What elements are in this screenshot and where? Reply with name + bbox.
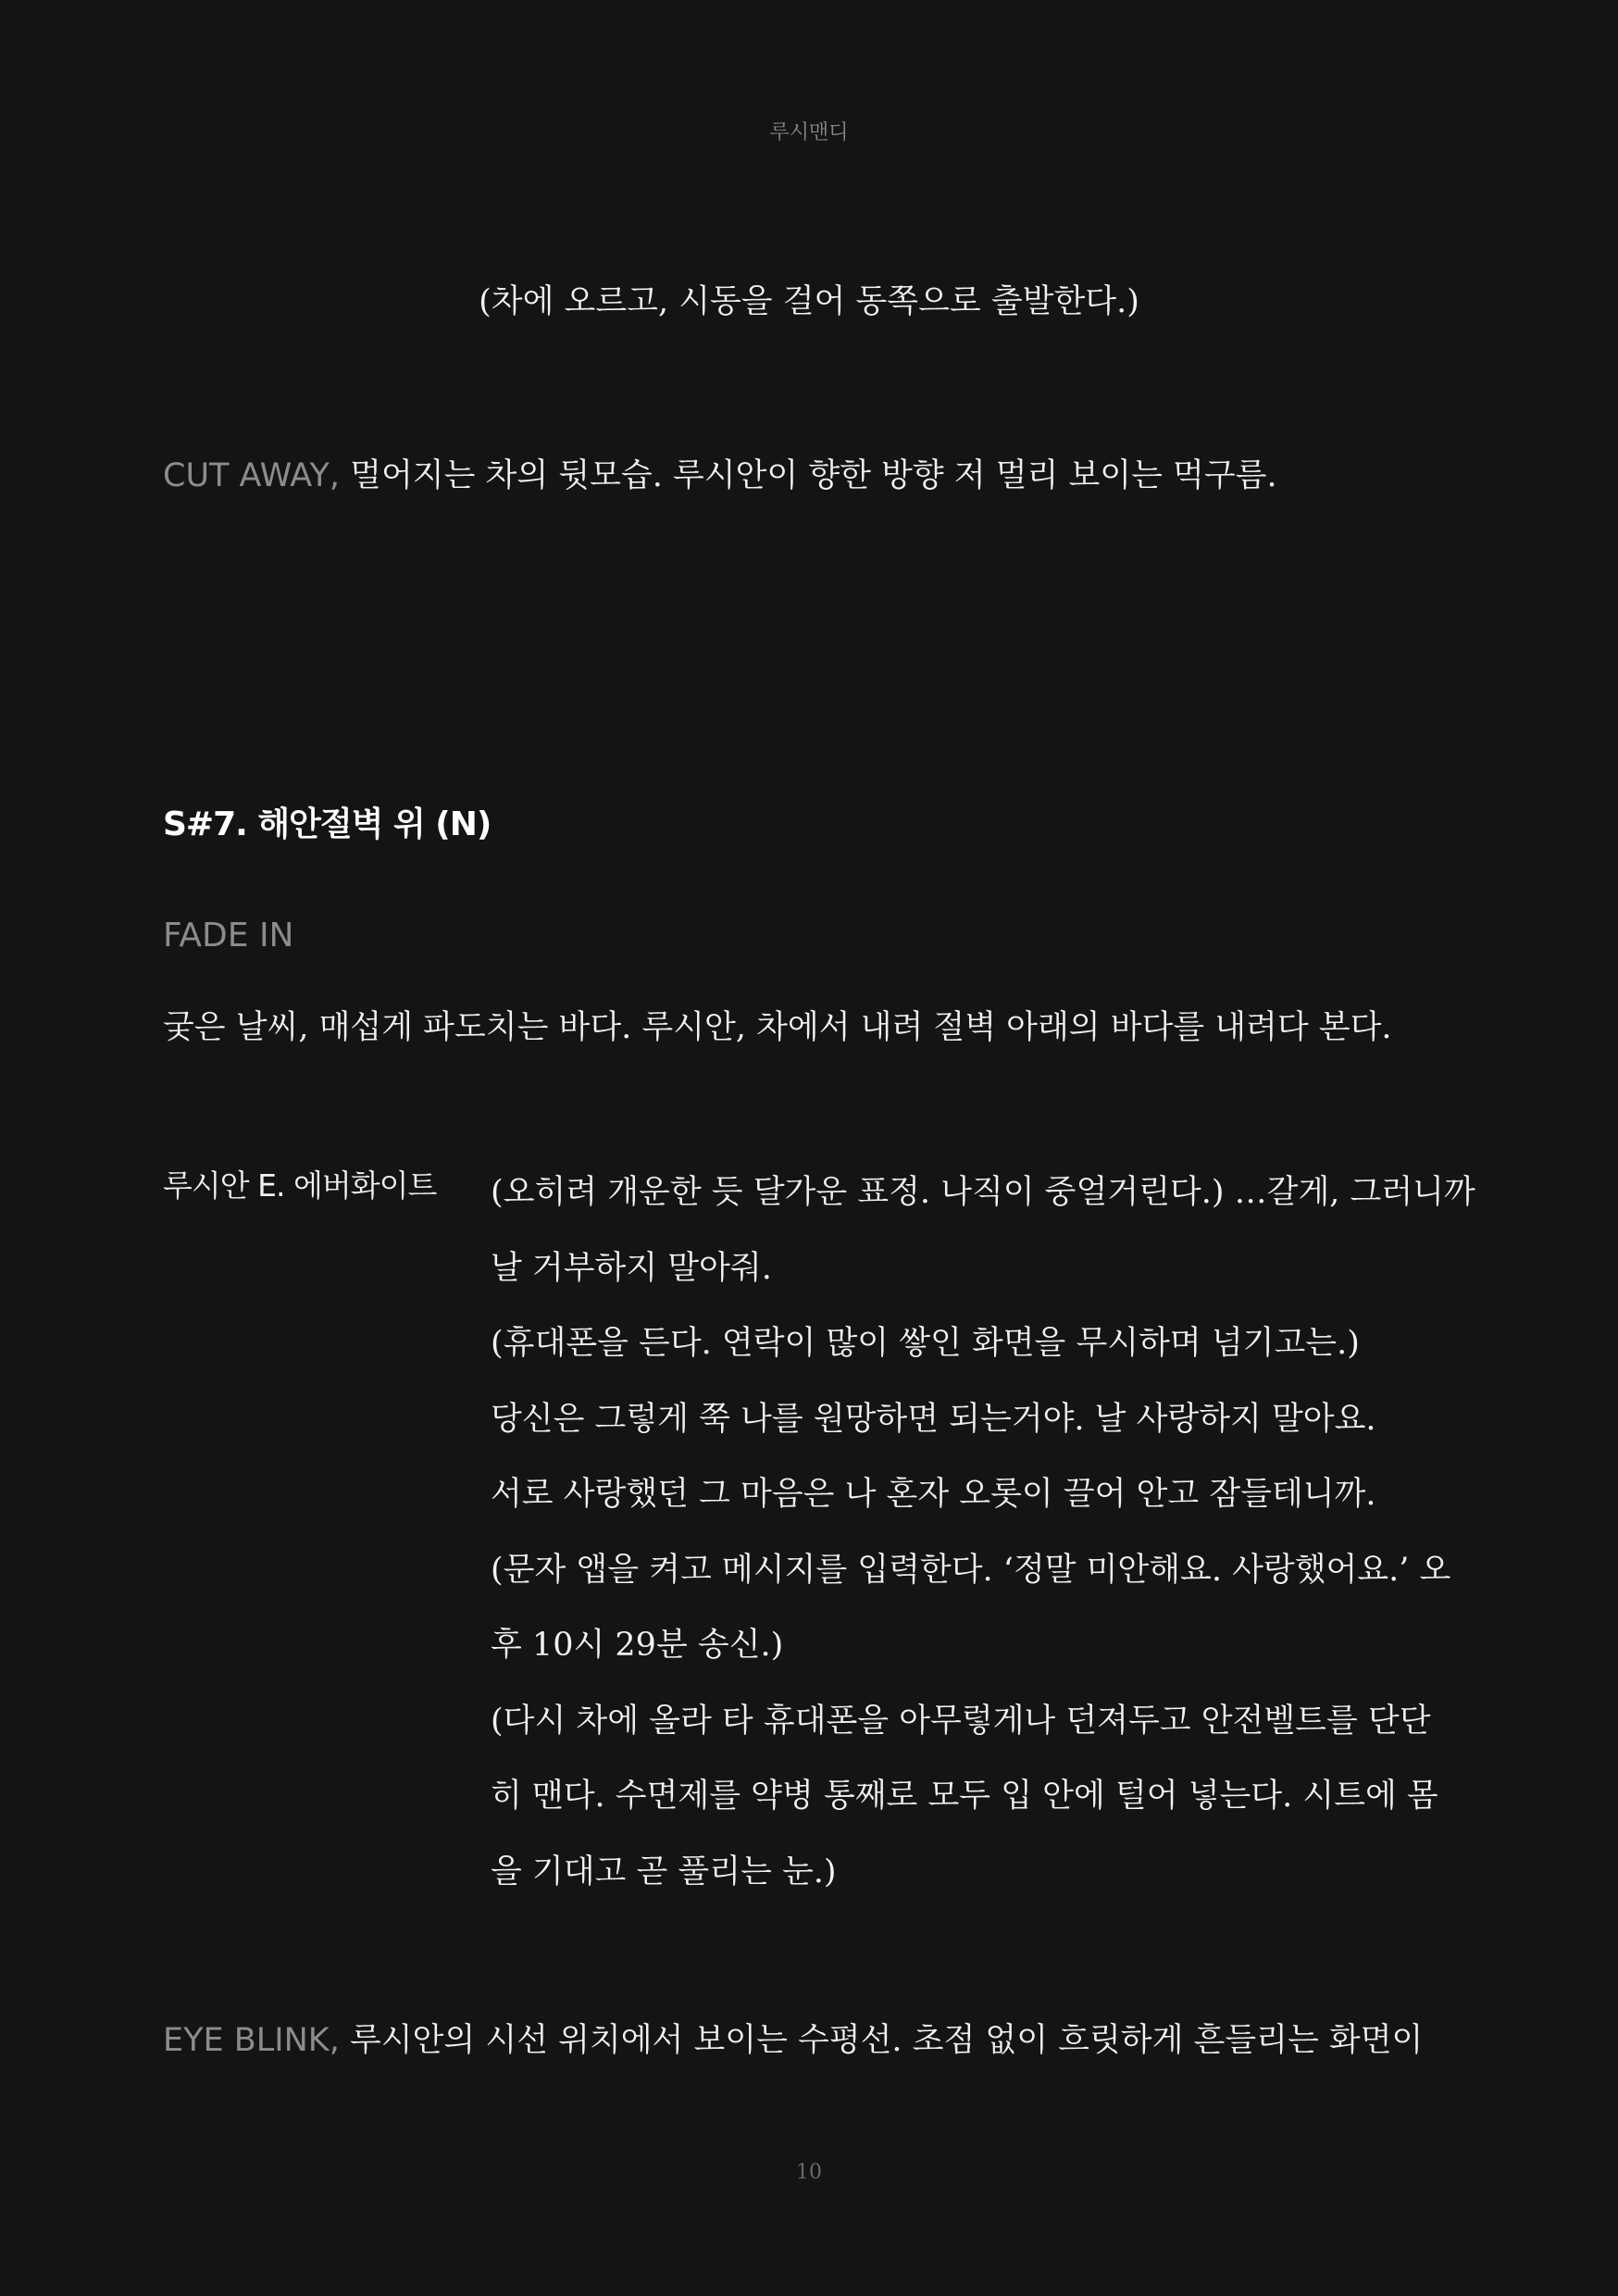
transition-eye-blink: EYE BLINK, bbox=[163, 2022, 340, 2059]
dialogue-line: (문자 앱을 켜고 메시지를 입력한다. ‘정말 미안해요. 사랑했어요.’ 오 bbox=[491, 1551, 1451, 1589]
character-name: 루시안 E. 에버화이트 bbox=[163, 1167, 437, 1204]
dialogue-line: 날 거부하지 말아줘. bbox=[491, 1249, 772, 1287]
dialogue-line: (다시 차에 올라 타 휴대폰을 아무렇게나 던져두고 안전벨트를 단단 bbox=[491, 1702, 1431, 1740]
cut-away-line bbox=[163, 450, 1277, 496]
action-line: 궂은 날씨, 매섭게 파도치는 바다. 루시안, 차에서 내려 절벽 아래의 바다를 내려다 본다. bbox=[163, 1009, 1392, 1046]
dialogue-line: 당신은 그렇게 쭉 나를 원망하면 되는거야. 날 사랑하지 말아요. bbox=[491, 1400, 1376, 1438]
dialogue-line: 을 기대고 곧 풀리는 눈.) bbox=[491, 1853, 837, 1890]
transition-cut-away: CUT AWAY, bbox=[163, 457, 341, 494]
eye-blink-line bbox=[163, 2015, 1423, 2061]
dialogue-line: (휴대폰을 든다. 연락이 많이 쌓인 화면을 무시하며 넘기고는.) bbox=[491, 1325, 1360, 1362]
dialogue-block bbox=[491, 1155, 1475, 1910]
dialogue-line: 후 10시 29분 송신.) bbox=[491, 1627, 784, 1664]
eye-blink-text: 루시안의 시선 위치에서 보이는 수평선. 초점 없이 흐릿하게 흔들리는 화면이 bbox=[349, 2022, 1424, 2059]
running-header: 루시맨디 bbox=[769, 121, 849, 144]
dialogue-line: 서로 사랑했던 그 마음은 나 혼자 오롯이 끌어 안고 잠들테니까. bbox=[491, 1476, 1376, 1513]
dialogue-line: (오히려 개운한 듯 달가운 표정. 나직이 중얼거린다.) …갈게, 그러니까 bbox=[491, 1174, 1475, 1211]
transition-fade-in: FADE IN bbox=[163, 917, 294, 955]
action-line-centered: (차에 오르고, 시동을 걸어 동쪽으로 출발한다.) bbox=[479, 283, 1139, 320]
scene-heading: S#7. 해안절벽 위 (N) bbox=[163, 805, 492, 843]
dialogue-line: 히 맨다. 수면제를 약병 통째로 모두 입 안에 털어 넣는다. 시트에 몸 bbox=[491, 1778, 1438, 1815]
page-number: 10 bbox=[796, 2161, 822, 2184]
cut-away-text: 멀어지는 차의 뒷모습. 루시안이 향한 방향 저 멀리 보이는 먹구름. bbox=[350, 457, 1277, 494]
